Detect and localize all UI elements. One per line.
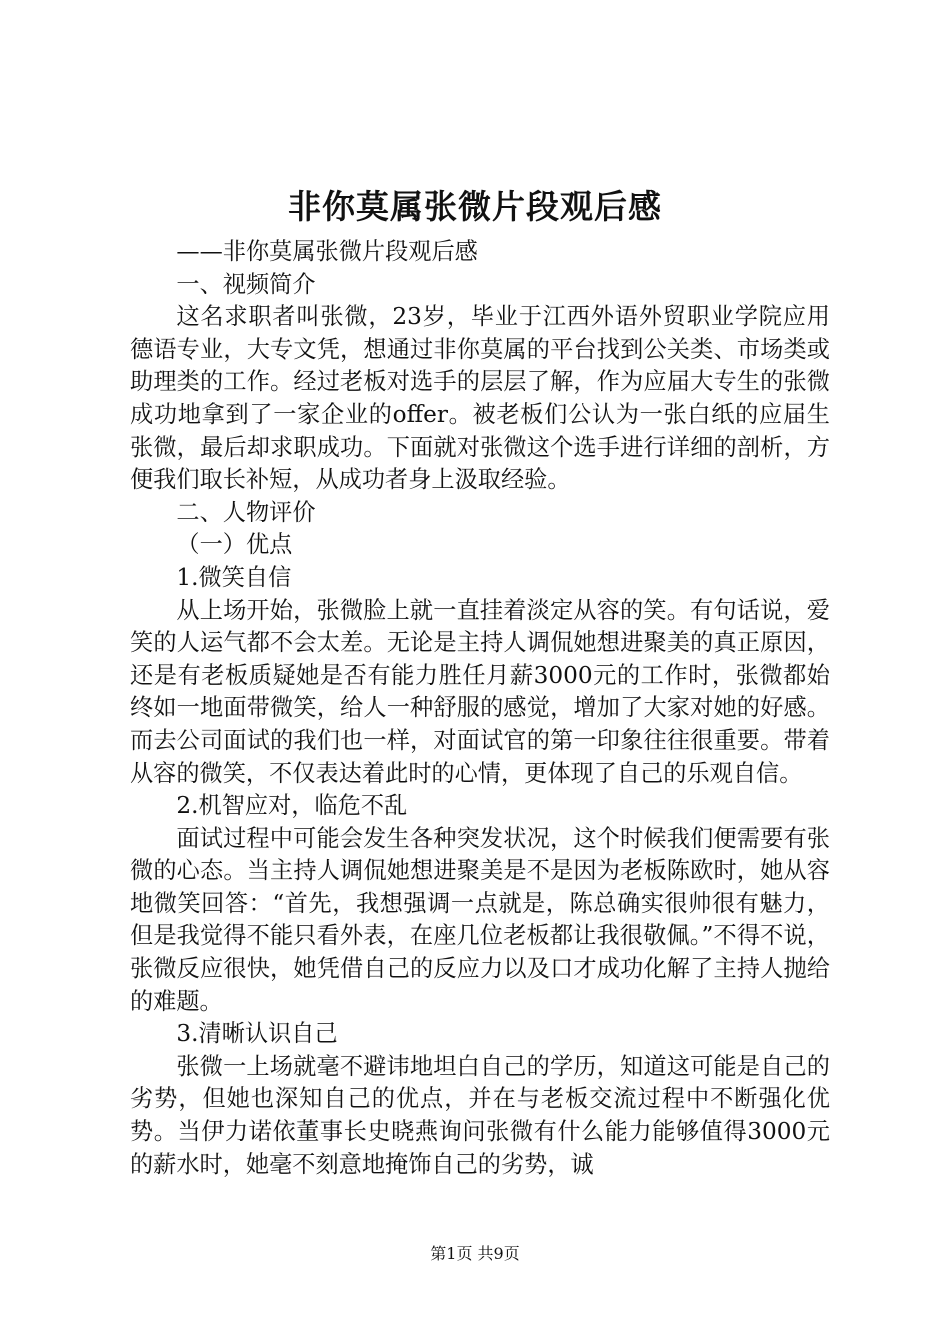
paragraph-intro: 这名求职者叫张微，23岁，毕业于江西外语外贸职业学院应用德语专业，大专文凭，想通过非你莫属的平台找到公关类、市场类或助理类的工作。经过老板对选手的层层了解，作为应届大专生的张微成功地拿到了一家企业的offer。被老板们公认为一张白纸的应届生张微，最后却求职成功。下面就对张微这个选手进行详细的剖析，方便我们取长补短，从成功者身上汲取经验。 (130, 303, 830, 494)
point-heading-smile: 1.微笑自信 (176, 563, 292, 591)
paragraph-self-awareness: 张微一上场就毫不避讳地坦白自己的学历，知道这可能是自己的劣势，但她也深知自己的优点，并在与老板交流过程中不断强化优势。当伊力诺依董事长史晓燕询问张微有什么能力能够值得3000元的薪水时，她毫不刻意地掩饰自己的劣势，诚 (130, 1052, 830, 1178)
section-heading-evaluation: 二、人物评价 (176, 498, 316, 526)
subtitle: ——非你莫属张微片段观后感 (176, 238, 478, 265)
section-heading-video-intro: 一、视频简介 (176, 270, 316, 298)
document-title: 非你莫属张微片段观后感 (288, 187, 662, 226)
point-heading-self-awareness: 3.清晰认识自己 (176, 1020, 338, 1048)
document-body (130, 236, 830, 1181)
page-footer: 第1页 共9页 (430, 1244, 520, 1263)
subsection-heading-strengths: （一）优点 (176, 531, 293, 559)
paragraph-smile: 从上场开始，张微脸上就一直挂着淡定从容的笑。有句话说，爱笑的人运气都不会太差。无论是主持人调侃她想进聚美的真正原因，还是有老板质疑她是否有能力胜任月薪3000元的工作时，张微都始终如一地面带微笑，给人一种舒服的感觉，增加了大家对她的好感。而去公司面试的我们也一样，对面试官的第一印象往往很重要。带着从容的微笑，不仅表达着此时的心情，更体现了自己的乐观自信。 (130, 596, 830, 787)
point-heading-response: 2.机智应对，临危不乱 (176, 792, 408, 820)
paragraph-response: 面试过程中可能会发生各种突发状况，这个时候我们便需要有张微的心态。当主持人调侃她想进聚美是不是因为老板陈欧时，她从容地微笑回答：“首先，我想强调一点就是，陈总确实很帅很有魅力，但是我觉得不能只看外表，在座几位老板都让我很敬佩。”不得不说，张微反应很快，她凭借自己的反应力以及口才成功化解了主持人抛给的难题。 (130, 824, 830, 1015)
